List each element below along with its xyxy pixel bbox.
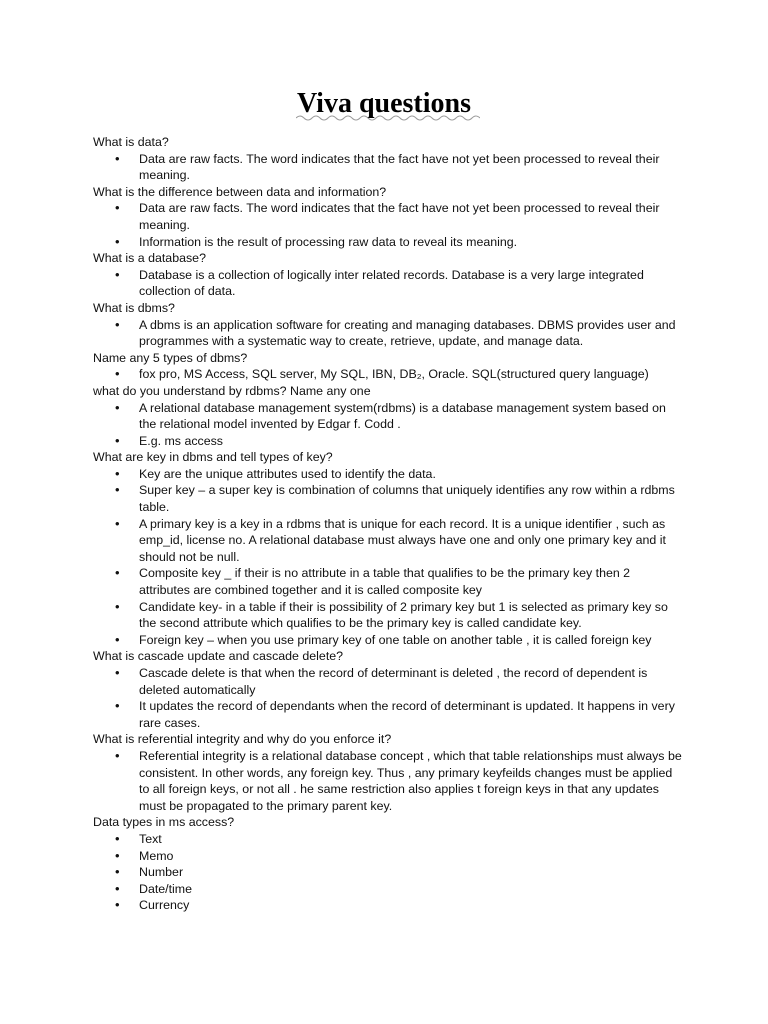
answer-list (93, 665, 683, 731)
answer-bullet-item: • Currency (93, 897, 683, 914)
page-title: Viva questions (296, 88, 471, 119)
answer-list (93, 400, 683, 450)
answer-bullet-item: • Key are the unique attributes used to identify the data. (93, 466, 683, 483)
answer-bullet-item: • It updates the record of dependants when the record of determinant is updated. It happens in very rare cases. (93, 698, 683, 731)
answer-list (93, 366, 683, 383)
answer-bullet-item: • Date/time (93, 881, 683, 898)
question-heading: What is dbms? (93, 300, 175, 315)
qa-content (93, 134, 683, 914)
answer-bullet-item: • Super key – a super key is combination of columns that uniquely identifies any row within a rdbms table. (93, 482, 683, 515)
question-heading: What is data? (93, 135, 169, 149)
answer-list (93, 831, 683, 914)
answer-bullet-item: • Database is a collection of logically inter related records. Database is a very large integrated collection of data. (93, 267, 683, 300)
answer-list (93, 200, 683, 250)
answer-list (93, 267, 683, 300)
answer-bullet-item: • Number (93, 864, 683, 881)
answer-bullet-item: • Candidate key- in a table if their is possibility of 2 primary key but 1 is selected as primary key so the second attribute which qualifies to be the primary key is called candidate key. (93, 599, 683, 632)
question-heading: What is a database? (93, 251, 206, 266)
answer-bullet-item: • Memo (93, 848, 683, 865)
question-heading: what do you understand by rdbms? Name any one (93, 383, 371, 398)
answer-bullet-item: • Foreign key – when you use primary key of one table on another table , it is called foreign key (93, 632, 683, 649)
answer-bullet-item: • Composite key _ if their is no attribute in a table that qualifies to be the primary key then 2 attributes are combined together and it is called composite key (93, 565, 683, 598)
answer-bullet-item: • Data are raw facts. The word indicates that the fact have not yet been processed to reveal their meaning. (93, 200, 683, 233)
question-heading: Name any 5 types of dbms? (93, 350, 248, 365)
question-heading: What are key in dbms and tell types of key? (93, 450, 333, 465)
answer-list (93, 151, 683, 184)
answer-bullet-item: • E.g. ms access (93, 433, 683, 450)
question-heading: What is referential integrity and why do you enforce it? (93, 732, 392, 747)
answer-bullet-item: • Cascade delete is that when the record of determinant is deleted , the record of dependent is deleted automatically (93, 665, 683, 698)
answer-bullet-item: • Information is the result of processing raw data to reveal its meaning. (93, 234, 683, 251)
answer-bullet-item: • Text (93, 831, 683, 848)
answer-bullet-item: • A dbms is an application software for creating and managing databases. DBMS provides user and programmes with a systematic way to create, retrieve, update, and manage data. (93, 317, 683, 350)
answer-list (93, 466, 683, 649)
answer-bullet-item: • Data are raw facts. The word indicates that the fact have not yet been processed to reveal their meaning. (93, 151, 683, 184)
answer-list (93, 317, 683, 350)
question-heading: What is cascade update and cascade delete? (93, 649, 344, 664)
answer-bullet-item: • A primary key is a key in a rdbms that is unique for each record. It is a unique identifier , such as emp_id, license no. A relational database must always have one and only one primary key and it should not be null. (93, 516, 683, 566)
question-heading: Data types in ms access? (93, 815, 235, 830)
answer-list (93, 748, 683, 814)
answer-bullet-item: • Referential integrity is a relational database concept , which that table relationships must always be consistent. In other words, any foreign key. Thus , any primary keyfeilds changes must be applied to all foreign keys, or not all . he same restriction also applies t foreign keys in that any updates must be propagated to the primary parent key. (93, 748, 683, 814)
answer-bullet-item: • A relational database management system(rdbms) is a database management system based on the relational model invented by Edgar f. Codd . (93, 400, 683, 433)
title-underline-squiggle (296, 114, 480, 122)
answer-bullet-item: • fox pro, MS Access, SQL server, My SQL, IBN, DB₂, Oracle. SQL(structured query language) (93, 366, 683, 383)
question-heading: What is the difference between data and information? (93, 184, 387, 199)
